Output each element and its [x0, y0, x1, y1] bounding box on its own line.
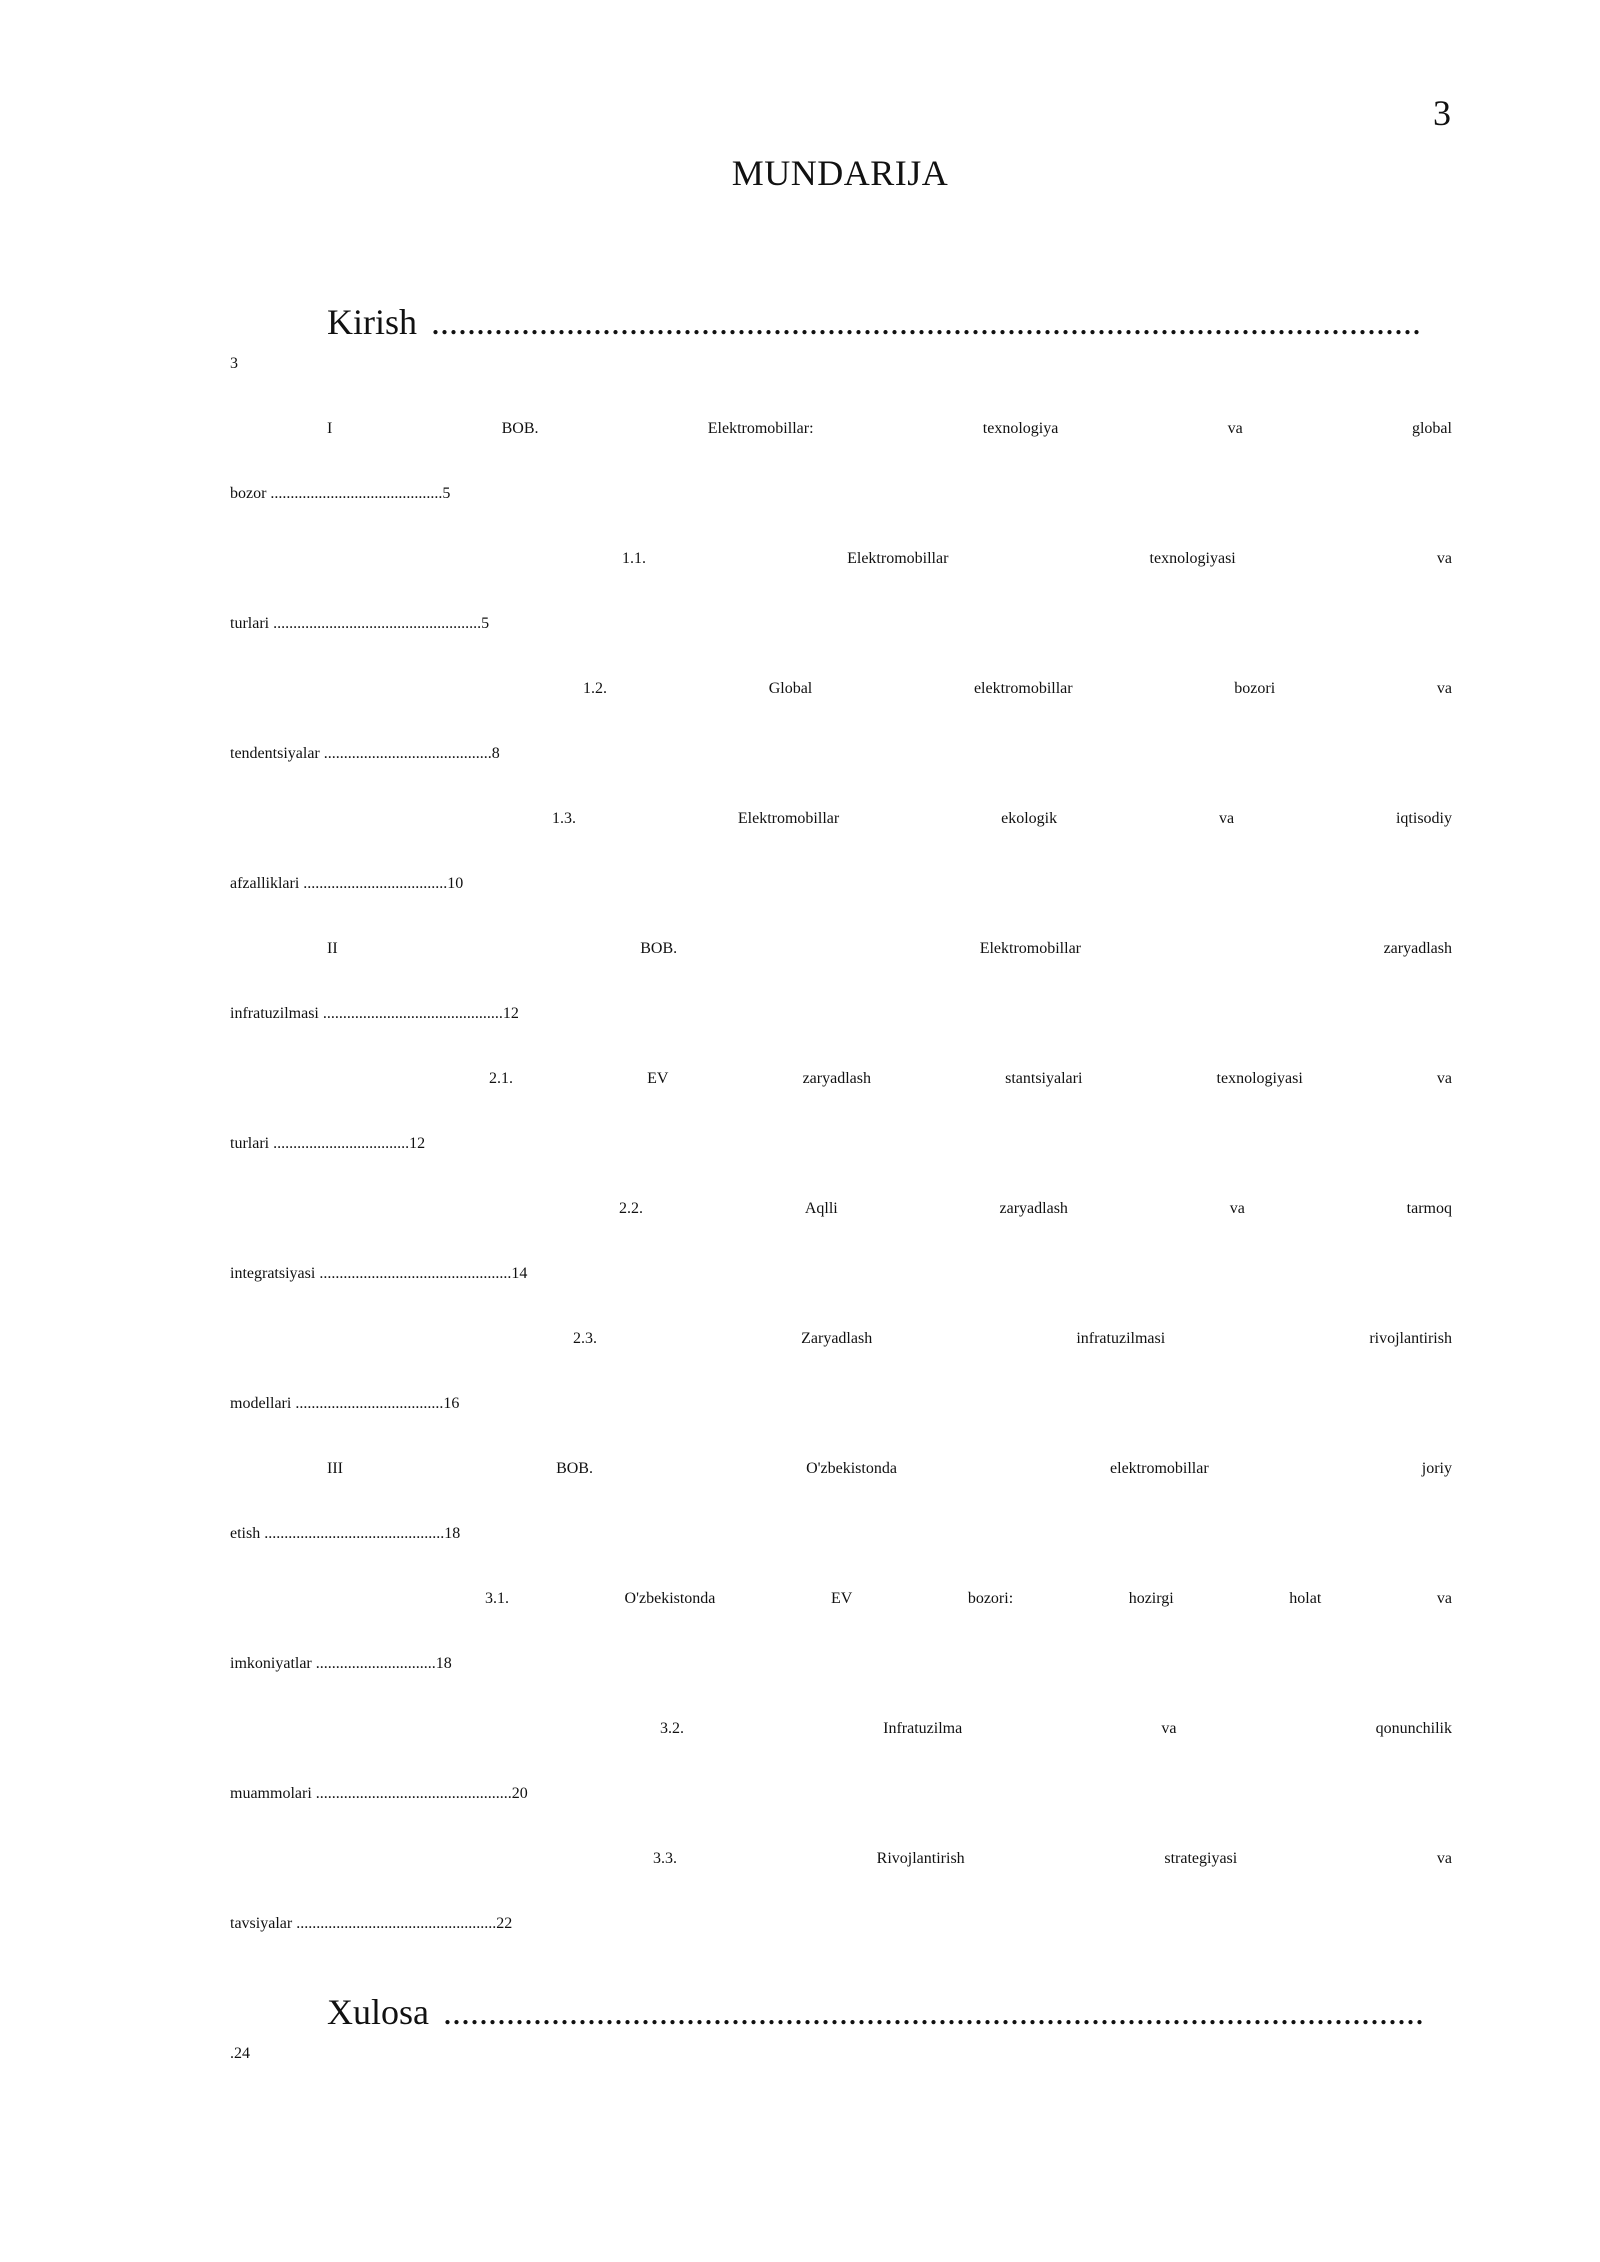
toc-word: 2.3. — [573, 1330, 597, 1347]
toc-entry-tail: muammolari .................................................20 — [230, 1785, 528, 1802]
toc-entry-section-2-2[interactable] — [619, 1200, 1452, 1265]
toc-word: holat — [1289, 1590, 1322, 1607]
toc-word: 3.1. — [485, 1590, 509, 1607]
toc-word: infratuzilmasi — [1076, 1330, 1166, 1347]
table-of-contents — [230, 290, 1452, 2110]
toc-word: iqtisodiy — [1395, 810, 1452, 827]
toc-word: BOB. — [501, 420, 539, 437]
toc-word: strategiyasi — [1164, 1850, 1238, 1867]
toc-word: bozori: — [967, 1590, 1014, 1607]
toc-entry-section-3-3[interactable] — [653, 1850, 1452, 1915]
toc-word: BOB. — [556, 1460, 593, 1477]
toc-word: Rivojlantirish — [876, 1850, 965, 1867]
toc-entry-page: 3 — [230, 355, 238, 372]
toc-word: Elektromobillar — [979, 940, 1081, 957]
toc-entry-label: Kirish — [327, 302, 417, 342]
toc-word: zaryadlash — [1383, 940, 1452, 957]
toc-word: EV — [830, 1590, 853, 1607]
toc-word: va — [1227, 420, 1243, 437]
toc-word: bozori — [1234, 680, 1276, 697]
toc-word: 1.2. — [583, 680, 607, 697]
toc-entry-chapter-2[interactable] — [327, 940, 1452, 1005]
toc-word: Infratuzilma — [883, 1720, 963, 1737]
toc-word: va — [1436, 1850, 1452, 1867]
toc-word: va — [1218, 810, 1235, 827]
toc-entry-section-1-2[interactable] — [583, 680, 1452, 745]
toc-word: zaryadlash — [999, 1200, 1068, 1217]
toc-word: global — [1411, 420, 1452, 437]
toc-word: 3.2. — [660, 1720, 684, 1737]
toc-entry-section-1-1[interactable] — [622, 550, 1452, 615]
toc-word: Elektromobillar — [847, 550, 949, 567]
toc-entry-tail: tendentsiyalar ..........................................8 — [230, 745, 500, 762]
toc-entry-section-3-2[interactable] — [660, 1720, 1452, 1785]
page-number: 3 — [1433, 93, 1451, 133]
toc-entry-tail: integratsiyasi ................................................14 — [230, 1265, 528, 1282]
toc-word: va — [1436, 1070, 1452, 1087]
toc-word: O'zbekistonda — [624, 1590, 716, 1607]
toc-leader-dots: ............................................................................................................. — [443, 1992, 1424, 2032]
toc-word: tarmoq — [1406, 1200, 1452, 1217]
toc-word: va — [1436, 1590, 1452, 1607]
toc-entry-tail: tavsiyalar ..................................................22 — [230, 1915, 513, 1932]
toc-word: rivojlantirish — [1369, 1330, 1452, 1347]
toc-entry-xulosa[interactable] — [327, 1980, 1452, 2045]
toc-word: II — [327, 940, 338, 957]
toc-word: Zaryadlash — [801, 1330, 873, 1347]
toc-entry-tail: turlari ....................................................5 — [230, 615, 490, 632]
toc-word: va — [1436, 550, 1452, 567]
toc-entry-chapter-1[interactable] — [327, 420, 1452, 485]
toc-entry-kirish[interactable] — [327, 290, 1452, 355]
toc-word: III — [327, 1460, 343, 1477]
toc-entry-label: Xulosa — [327, 1992, 429, 2032]
toc-leader-dots: .............................................................................................................. — [431, 302, 1421, 342]
toc-word: qonunchilik — [1375, 1720, 1452, 1737]
toc-entry-tail: afzalliklari ....................................10 — [230, 875, 464, 892]
toc-entry-page: .24 — [230, 2045, 250, 2062]
toc-entry-tail: modellari .....................................16 — [230, 1395, 460, 1412]
toc-word: I — [327, 420, 333, 437]
toc-word: va — [1161, 1720, 1177, 1737]
toc-entry-section-3-1[interactable] — [485, 1590, 1452, 1655]
toc-word: Global — [768, 680, 813, 697]
toc-entry-section-2-1[interactable] — [489, 1070, 1452, 1135]
toc-word: texnologiyasi — [1149, 550, 1236, 567]
toc-word: ekologik — [1001, 810, 1058, 827]
toc-entry-tail: turlari ..................................12 — [230, 1135, 426, 1152]
toc-entry-tail: etish .............................................18 — [230, 1525, 461, 1542]
toc-word: va — [1229, 1200, 1245, 1217]
toc-entry-chapter-3[interactable] — [327, 1460, 1452, 1525]
toc-word: Elektromobillar — [737, 810, 840, 827]
toc-word: 2.1. — [489, 1070, 513, 1087]
toc-word: 1.1. — [622, 550, 646, 567]
toc-word: EV — [647, 1070, 669, 1087]
toc-word: 1.3. — [552, 810, 576, 827]
toc-word: elektromobillar — [973, 680, 1073, 697]
toc-word: Aqlli — [804, 1200, 838, 1217]
toc-entry-tail: imkoniyatlar ..............................18 — [230, 1655, 452, 1672]
toc-word: BOB. — [640, 940, 678, 957]
toc-entry-section-1-3[interactable] — [552, 810, 1452, 875]
toc-word: stantsiyalari — [1005, 1070, 1083, 1087]
toc-word: 2.2. — [619, 1200, 643, 1217]
toc-word: joriy — [1421, 1460, 1452, 1477]
toc-word: zaryadlash — [802, 1070, 871, 1087]
toc-entry-tail: bozor ...........................................5 — [230, 485, 451, 502]
toc-word: Elektromobillar: — [707, 420, 814, 437]
toc-word: hozirgi — [1128, 1590, 1174, 1607]
toc-word: elektromobillar — [1110, 1460, 1209, 1477]
toc-word: O'zbekistonda — [806, 1460, 897, 1477]
toc-entry-tail: infratuzilmasi .............................................12 — [230, 1005, 519, 1022]
page-title: MUNDARIJA — [731, 153, 949, 193]
toc-word: texnologiyasi — [1216, 1070, 1303, 1087]
toc-entry-section-2-3[interactable] — [573, 1330, 1452, 1395]
toc-word: 3.3. — [653, 1850, 677, 1867]
toc-word: va — [1436, 680, 1452, 697]
toc-word: texnologiya — [982, 420, 1059, 437]
